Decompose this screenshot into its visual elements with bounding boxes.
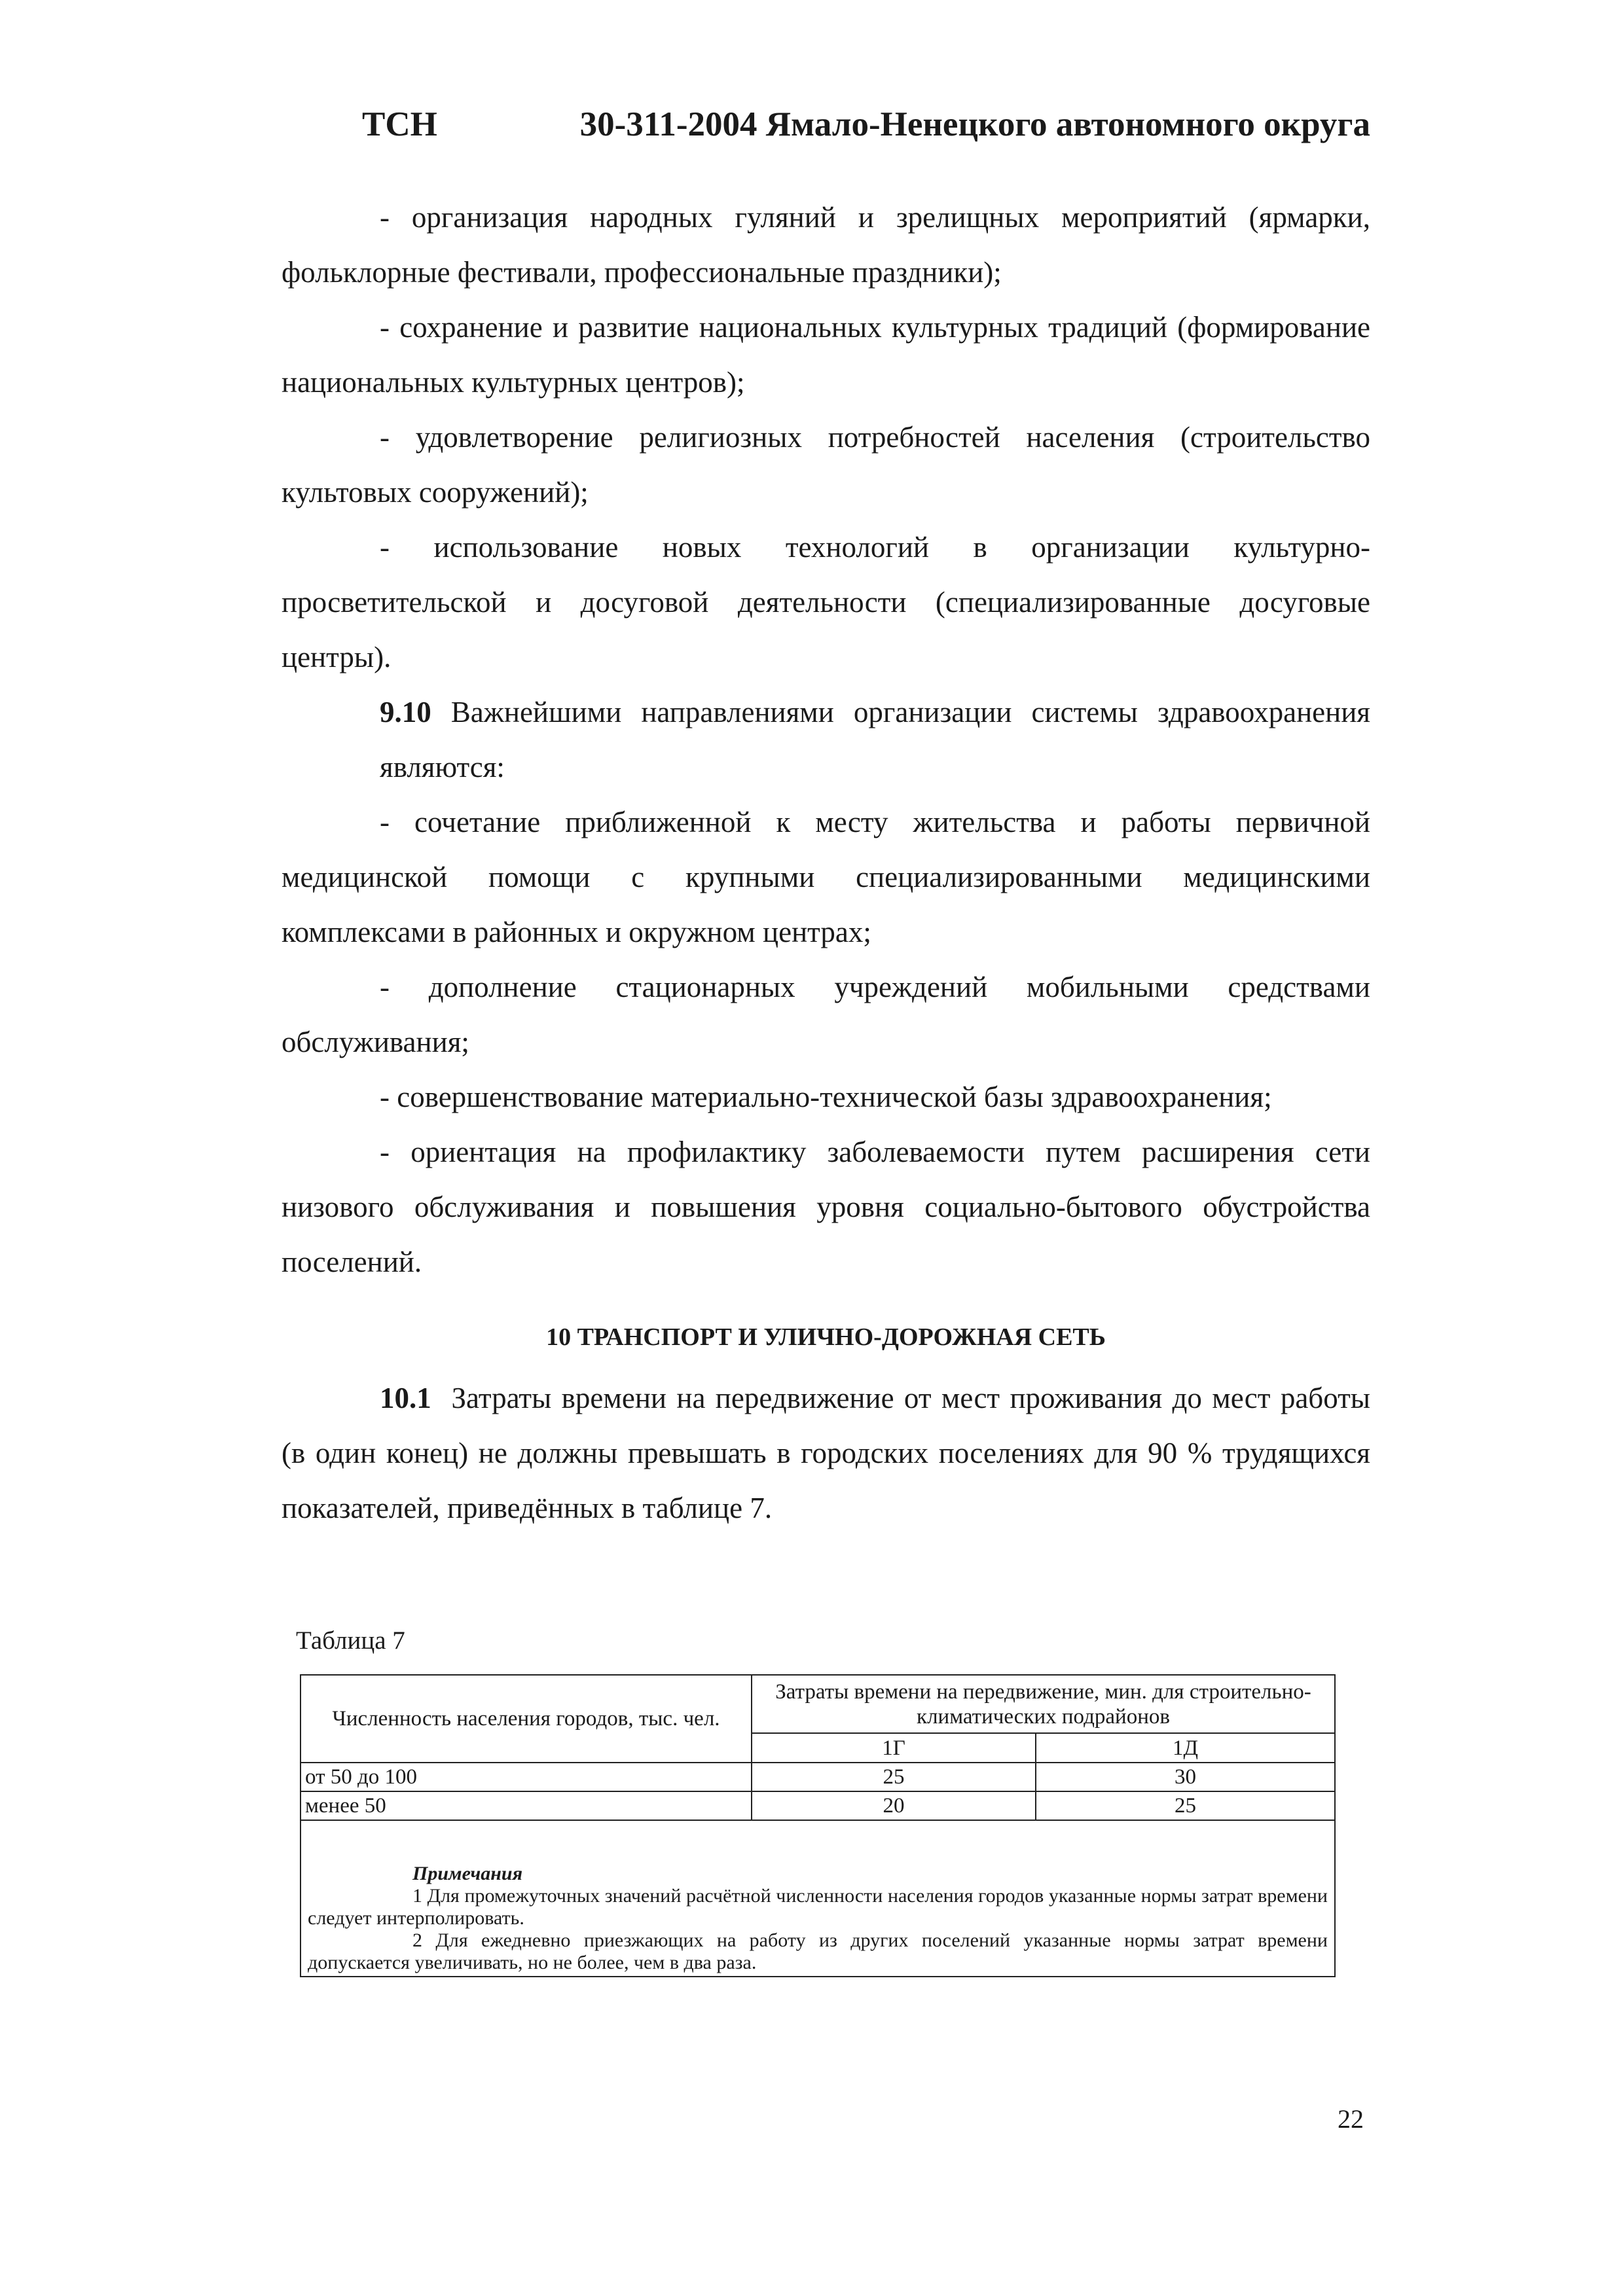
paragraph-new-technologies: - использование новых технологий в организации культурно-просветительской и досуговой деятельности (специализированные досуговые центры). (282, 531, 1370, 673)
note-2: 2 Для ежедневно приезжающих на работу из других поселений указанные нормы затрат времени допускается увеличивать, но не более, чем в два раза. (308, 1929, 1328, 1973)
health-item-mobile-services: - дополнение стационарных учреждений мобильными средствами обслуживания; (282, 971, 1370, 1058)
header-population: Численность населения городов, тыс. чел. (301, 1676, 752, 1763)
note-1: 1 Для промежуточных значений расчётной численности населения городов указанные нормы затрат времени следует интерполировать. (308, 1885, 1328, 1929)
table-caption: Таблица 7 (296, 1626, 405, 1655)
health-item-primary-care: - сочетание приближенной к месту жительства и работы первичной медицинской помощи с крупными специализированными медицинскими комплексами в районных и окружном центрах; (282, 806, 1370, 948)
standard-code: ТСН (362, 105, 437, 143)
paragraph-cultural-traditions: - сохранение и развитие национальных культурных традиций (формирование национальных культурных центров); (282, 311, 1370, 399)
row-label: менее 50 (301, 1791, 752, 1820)
row-value-1d: 25 (1036, 1791, 1334, 1820)
standard-title: 30-311-2004 Ямало-Ненецкого автономного округа (579, 105, 1370, 143)
notes-title: Примечания (412, 1863, 523, 1884)
row-value-1g: 25 (752, 1763, 1036, 1791)
clause-10-1-text: Затраты времени на передвижение от мест проживания до мест работы (в один конец) не должны превышать в городских поселениях для 90 % трудящихся показателей, приведённых в таблице 7. (282, 1382, 1370, 1524)
commute-time-table (301, 1676, 1334, 1821)
page-number: 22 (1338, 2104, 1364, 2134)
running-header (362, 98, 1370, 151)
table-row (301, 1791, 1334, 1820)
health-item-material-base: - совершенствование материально-технической базы здравоохранения; (380, 1081, 1272, 1113)
header-travel-time: Затраты времени на передвижение, мин. для строительно-климатических подрайонов (752, 1676, 1334, 1733)
clause-10-1 (282, 1371, 1370, 1535)
clause-9-10-text: Важнейшими направлениями организации системы здравоохранения являются: (380, 696, 1370, 783)
table-notes (301, 1850, 1334, 1974)
header-1g: 1Г (752, 1733, 1036, 1763)
header-1d: 1Д (1036, 1733, 1334, 1763)
clause-9-10-number: 9.10 (380, 696, 431, 728)
table-7 (300, 1674, 1336, 1977)
paragraph-religious-needs: - удовлетворение религиозных потребностей населения (строительство культовых сооружений); (282, 421, 1370, 509)
row-value-1g: 20 (752, 1791, 1036, 1820)
page-body (282, 190, 1370, 1535)
clause-9-10 (282, 685, 1370, 795)
health-item-prevention: - ориентация на профилактику заболеваемости путем расширения сети низового обслуживания и повышения уровня социально-бытового обустройства поселений. (282, 1136, 1370, 1278)
section-10-heading: 10 ТРАНСПОРТ И УЛИЧНО-ДОРОЖНАЯ СЕТЬ (546, 1323, 1106, 1351)
row-value-1d: 30 (1036, 1763, 1334, 1791)
row-label: от 50 до 100 (301, 1763, 752, 1791)
clause-10-1-number: 10.1 (380, 1382, 431, 1414)
table-row (301, 1763, 1334, 1791)
paragraph-folk-festivals: - организация народных гуляний и зрелищных мероприятий (ярмарки, фольклорные фестивали, профессиональные праздники); (282, 201, 1370, 289)
